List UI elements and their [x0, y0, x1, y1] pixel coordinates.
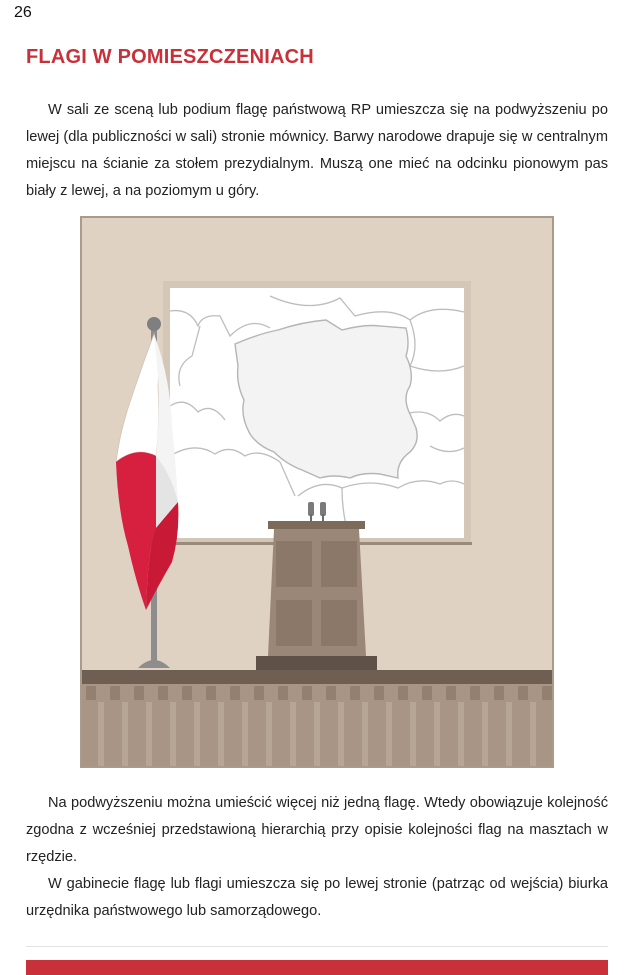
podium — [256, 521, 377, 670]
stage — [80, 670, 554, 768]
footer-bar — [26, 960, 608, 975]
paragraph-text: Na podwyższeniu można umieścić więcej niż jedną flagę. Wtedy obowiązuje kolejność zgodna z wcześniej przedstawioną hierarchią przy opisie kolejności flag na masztach w rzędzie. — [26, 795, 608, 865]
paragraph-text: W sali ze sceną lub podium flagę państwową RP umieszcza się na podwyższeniu po lewej (dla publiczności w sali) stronie mównicy. Barwy narodowe drapuje się w centralnym miejscu na ścianie za stołem prezydialnym. Muszą one mieć na odcinku pionowym pas biały z lewej, a na poziomym u góry. — [26, 102, 608, 199]
paragraph — [26, 790, 608, 871]
paragraph — [26, 871, 608, 925]
map-of-poland — [163, 281, 471, 543]
page-number: 26 — [14, 4, 32, 21]
illustration-room-with-flag — [80, 216, 554, 768]
page-title: FLAGI W POMIESZCZENIACH — [26, 46, 314, 68]
paragraph-text: W gabinecie flagę lub flagi umieszcza się po lewej stronie (patrząc od wejścia) biurka urzędnika państwowego lub samorządowego. — [26, 876, 608, 919]
footer-divider — [26, 946, 608, 947]
paragraph — [26, 97, 608, 205]
